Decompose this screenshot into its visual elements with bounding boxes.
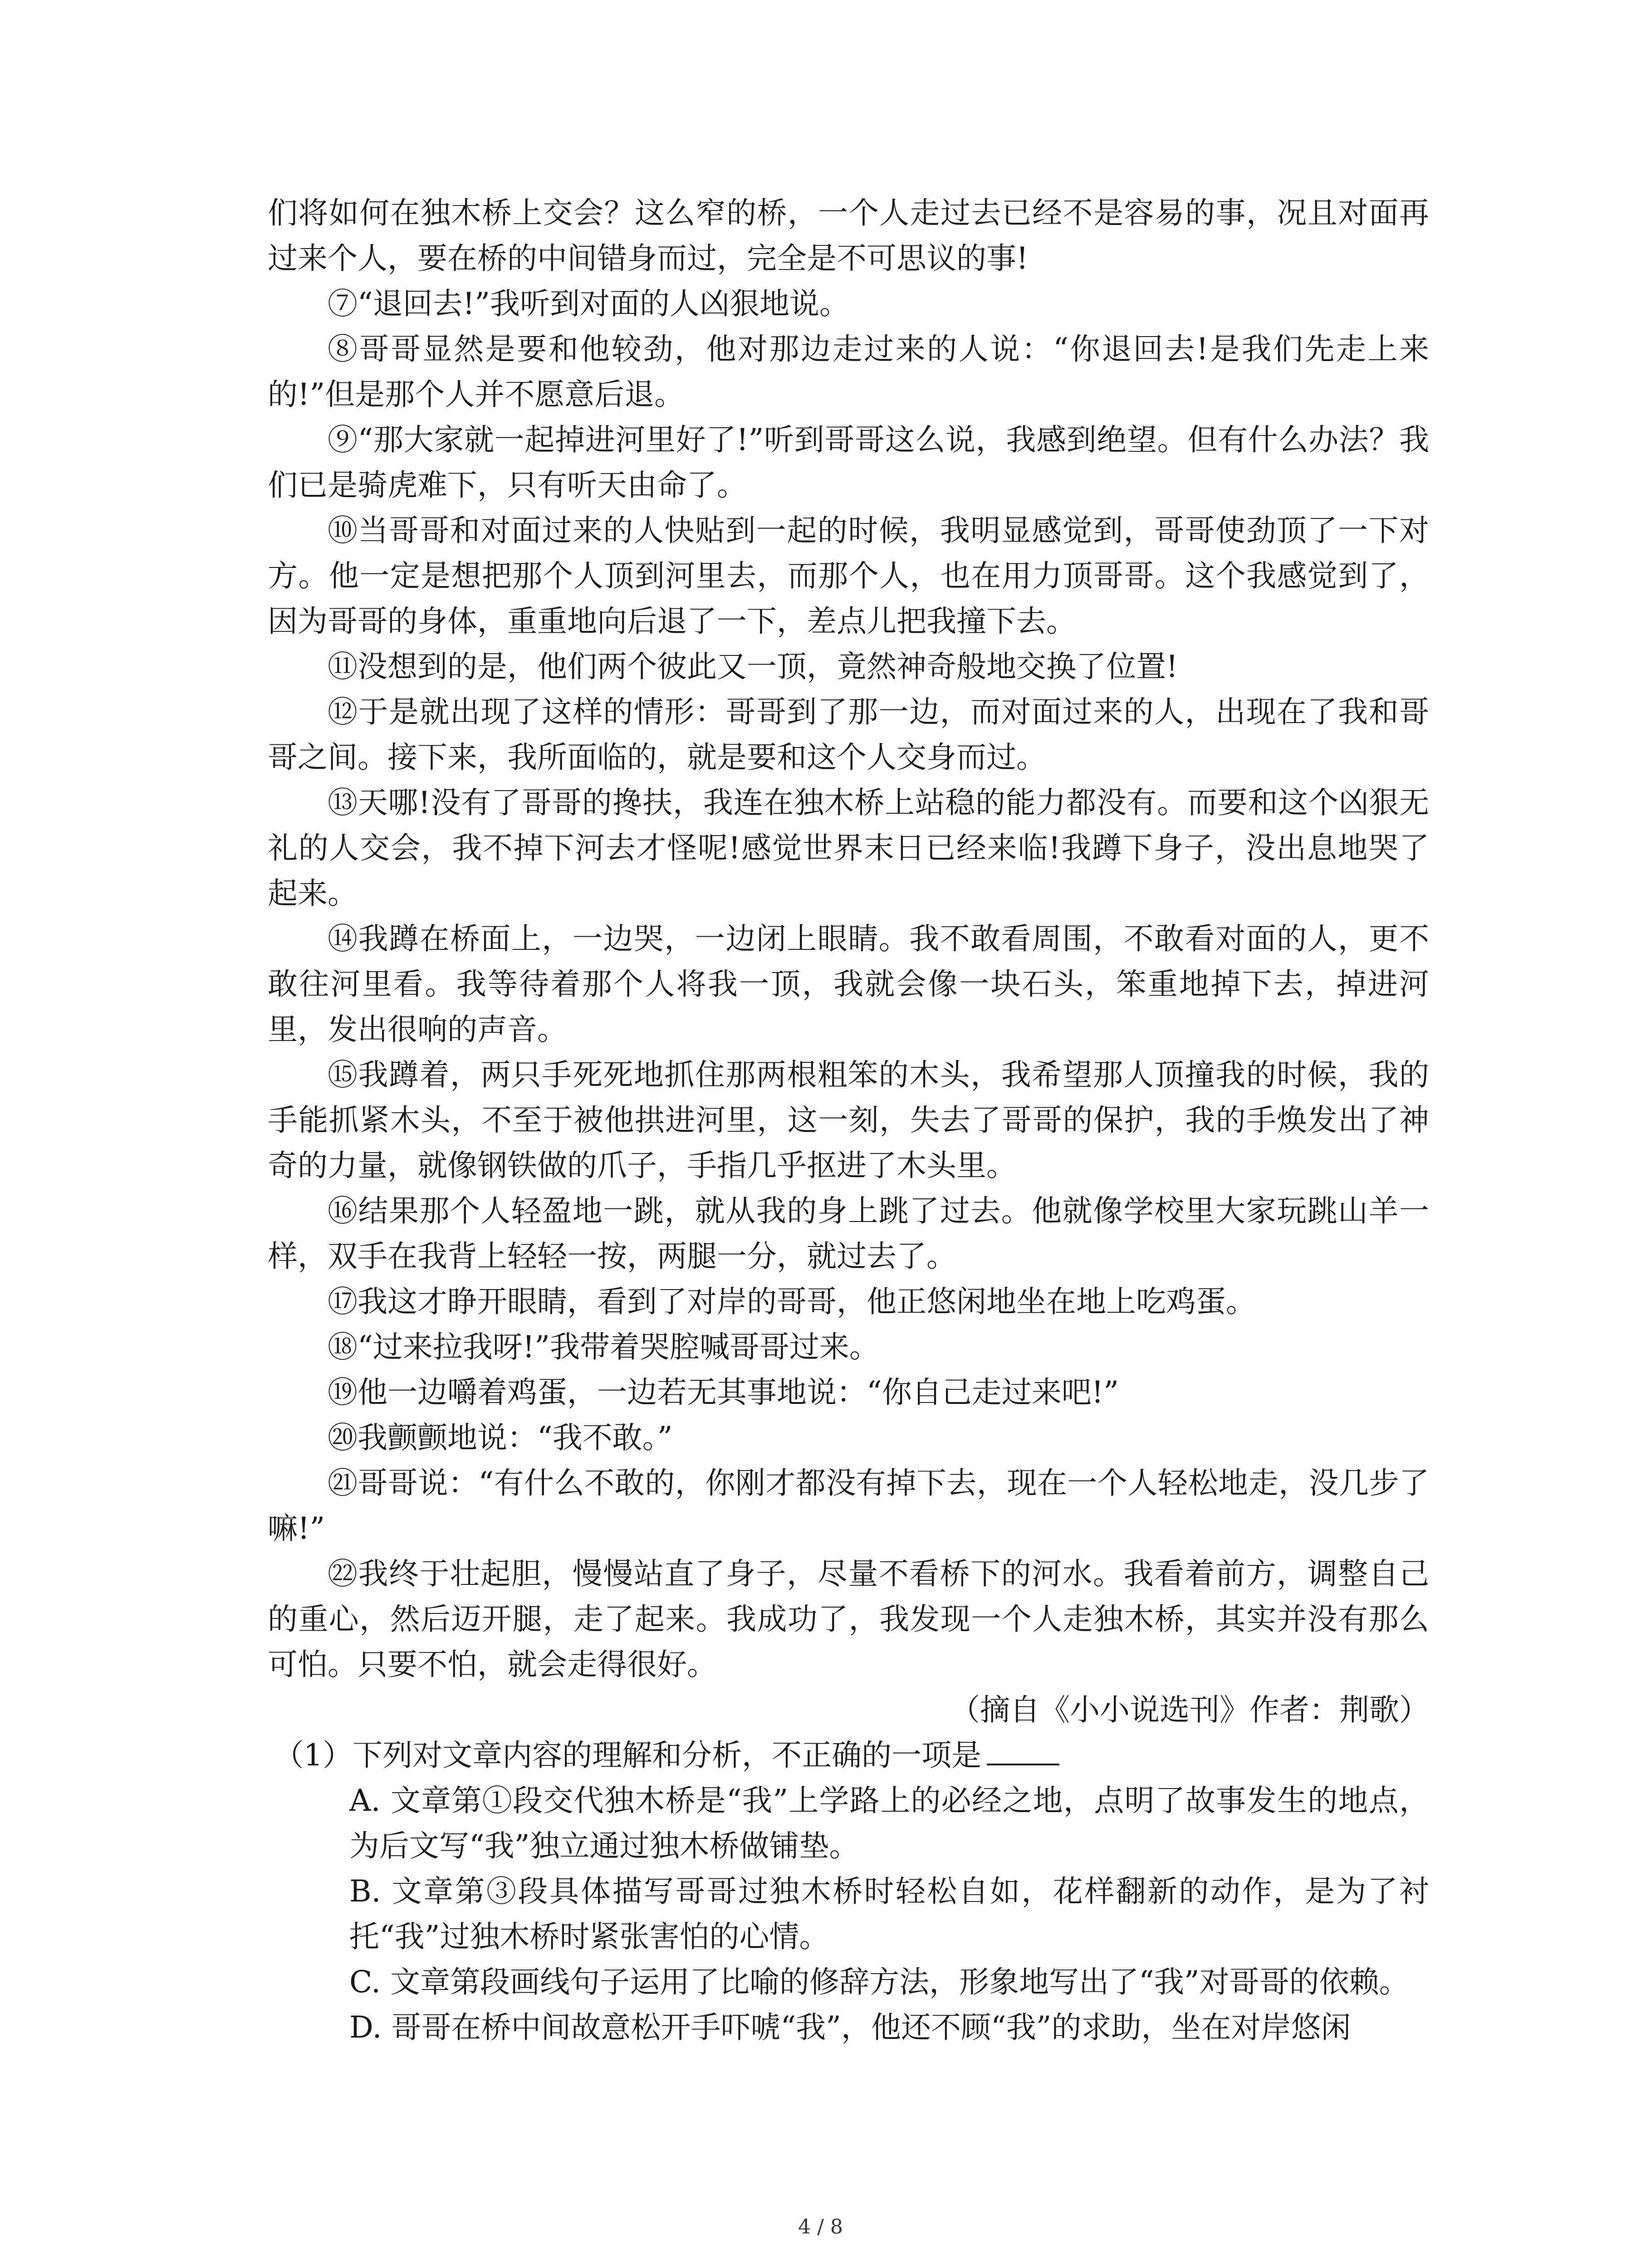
source-attribution: （摘自《小小说选刊》作者：荆歌） [950,1692,1429,1727]
option-a: A. 文章第①段交代独木桥是“我”上学路上的必经之地，点明了故事发生的地点，为后文写“我”独立通过独木桥做铺垫。 [349,1783,1429,1863]
option-b: B. 文章第③段具体描写哥哥过独木桥时轻松自如，花样翻新的动作，是为了衬托“我”过独木桥时紧张害怕的心情。 [349,1874,1429,1954]
paragraph-9: ⑨“那大家就一起掉进河里好了!”听到哥哥这么说，我感到绝望。但有什么办法？我们已是骑虎难下，只有听天由命了。 [268,422,1429,503]
paragraph-22: ㉒我终于壮起胆，慢慢站直了身子，尽量不看桥下的河水。我看着前方，调整自己的重心，然后迈开腿，走了起来。我成功了，我发现一个人走独木桥，其实并没有那么可怕。只要不怕，就会走得很好。 [268,1556,1429,1682]
option-c: C. 文章第段画线句子运用了比喻的修辞方法，形象地写出了“我”对哥哥的依赖。 [349,1965,1409,1999]
paragraph-14: ⑭我蹲在桥面上，一边哭，一边闭上眼睛。我不敢看周围，不敢看对面的人，更不敢往河里看。我等待着那个人将我一顶，我就会像一块石头，笨重地掉下去，掉进河里，发出很响的声音。 [268,921,1429,1047]
paragraph-11: ⑪没想到的是，他们两个彼此又一顶，竟然神奇般地交换了位置! [328,649,1178,684]
paragraph-18: ⑱“过来拉我呀!”我带着哭腔喊哥哥过来。 [328,1330,880,1364]
paragraph-17: ⑰我这才睁开眼睛，看到了对岸的哥哥，他正悠闲地坐在地上吃鸡蛋。 [328,1284,1256,1319]
paragraph-15: ⑮我蹲着，两只手死死地抓住那两根粗笨的木头，我希望那人顶撞我的时候，我的手能抓紧木头，不至于被他拱进河里，这一刻，失去了哥哥的保护，我的手焕发出了神奇的力量，就像钢铁做的爪子，手指几乎抠进了木头里。 [268,1057,1429,1183]
paragraph-12: ⑫于是就出现了这样的情形：哥哥到了那一边，而对面过来的人，出现在了我和哥哥之间。接下来，我所面临的，就是要和这个人交身而过。 [268,694,1429,775]
paragraph-10: ⑩当哥哥和对面过来的人快贴到一起的时候，我明显感觉到，哥哥使劲顶了一下对方。他一定是想把那个人顶到河里去，而那个人，也在用力顶哥哥。这个我感觉到了，因为哥哥的身体，重重地向后退了一下，差点儿把我撞下去。 [268,513,1429,639]
paragraph-20: ⑳我颤颤地说：“我不敢。” [328,1420,673,1455]
paragraph-7: ⑦“退回去!”我听到对面的人凶狠地说。 [328,286,850,321]
paragraph-16: ⑯结果那个人轻盈地一跳，就从我的身上跳了过去。他就像学校里大家玩跳山羊一样，双手在我背上轻轻一按，两腿一分，就过去了。 [268,1193,1429,1274]
question-stem-text: （1）下列对文章内容的理解和分析，不正确的一项是 [274,1738,982,1773]
question-stem [268,1733,1429,1778]
option-d: D. 哥哥在桥中间故意松开手吓唬“我”，他还不顾“我”的求助，坐在对岸悠闲 [349,2010,1351,2045]
paragraph-8: ⑧哥哥显然是要和他较劲，他对那边走过来的人说：“你退回去!是我们先走上来的!”但是那个人并不愿意后退。 [268,332,1429,412]
paragraph-13: ⑬天哪!没有了哥哥的搀扶，我连在独木桥上站稳的能力都没有。而要和这个凶狠无礼的人交会，我不掉下河去才怪呢!感觉世界末日已经来临!我蹲下身子，没出息地哭了起来。 [268,785,1429,911]
paragraph-19: ⑲他一边嚼着鸡蛋，一边若无其事地说：“你自己走过来吧!” [328,1375,1119,1410]
paragraph-continuation: 们将如何在独木桥上交会？这么窄的桥，一个人走过去已经不是容易的事，况且对面再过来个人，要在桥的中间错身而过，完全是不可思议的事! [268,196,1429,276]
document-body [268,191,1429,2050]
page-number: 4 / 8 [798,2215,843,2239]
answer-blank [987,1736,1059,1765]
paragraph-21: ㉑哥哥说：“有什么不敢的，你刚才都没有掉下去，现在一个人轻松地走，没几步了嘛!” [268,1466,1429,1546]
question-options [268,1778,1429,2050]
